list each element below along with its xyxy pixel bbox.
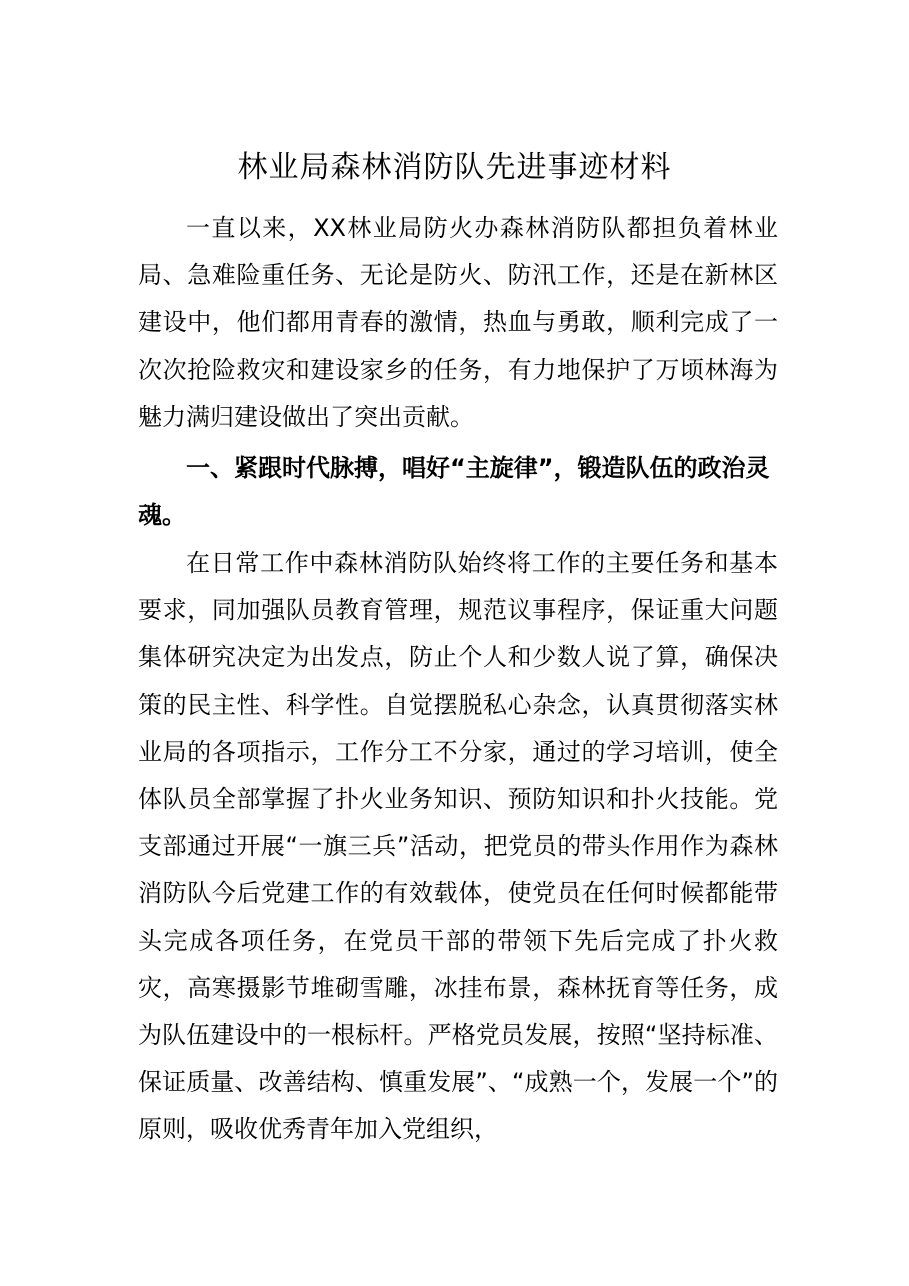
body-paragraph: 在日常工作中森林消防队始终将工作的主要任务和基本要求，同加强队员教育管理，规范议事程序，保证重大问题集体研究决定为出发点，防止个人和少数人说了算，确保决策的民主性、科学性。自觉摆脱私心杂念，认真贯彻落实林业局的各项指示，工作分工不分家，通过的学习培训，使全体队员全部掌握了扑火业务知识、预防知识和扑火技能。党支部通过开展“一旗三兵”活动，把党员的带头作用作为森林消防队今后党建工作的有效载体，使党员在任何时候都能带头完成各项任务，在党员干部的带领下先后完成了扑火救灾，高寒摄影节堆砌雪雕，冰挂布景，森林抚育等任务，成为队伍建设中的一根标杆。严格党员发展，按照“坚持标准、保证质量、改善结构、慎重发展”、“成熟一个，发展一个”的原则，吸收优秀青年加入党组织，: [138, 549, 778, 1144]
section-heading: 一、紧跟时代脉搏，唱好“主旋律”，锻造队伍的政治灵魂。: [138, 454, 770, 530]
intro-paragraph: 一直以来，XX林业局防火办森林消防队都担负着林业局、急难险重任务、无论是防火、防汛工作，还是在新林区建设中，他们都用青春的激情，热血与勇敢，顺利完成了一次次抢险救灾和建设家乡的任务，有力地保护了万顷林海为魅力满归建设做出了突出贡献。: [138, 214, 778, 431]
document-title: 林业局森林消防队先进事迹材料: [237, 150, 672, 185]
